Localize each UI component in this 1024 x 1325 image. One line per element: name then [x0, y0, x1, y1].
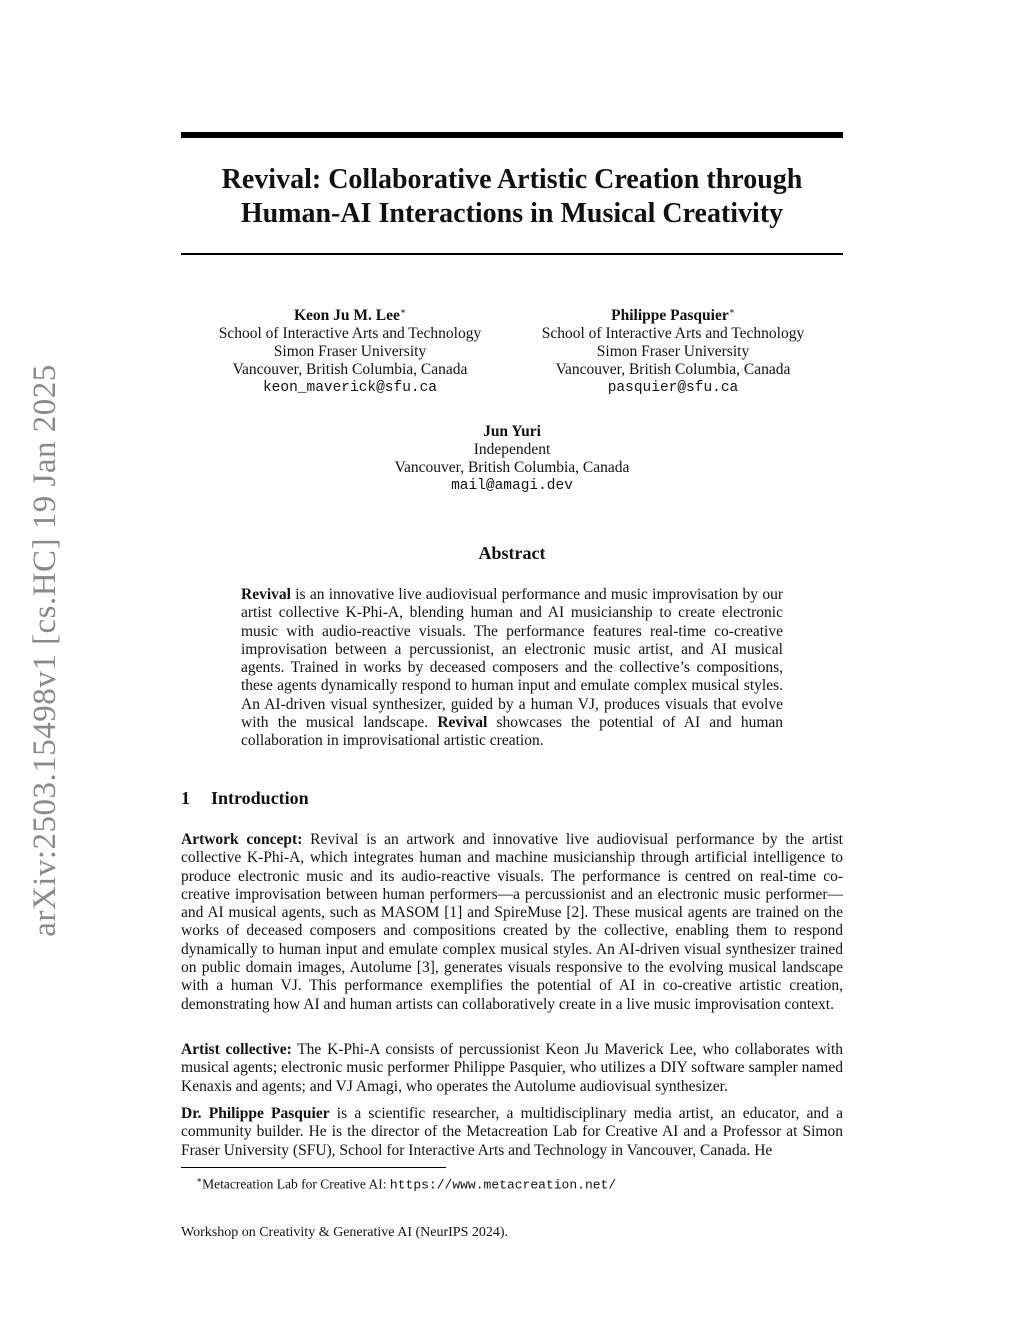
footnote-url[interactable]: https://www.metacreation.net/ [389, 1177, 617, 1193]
author-location: Vancouver, British Columbia, Canada [232, 361, 468, 379]
abstract-lead: Revival [241, 586, 291, 603]
footnote [196, 1175, 616, 1193]
author-block-1 [200, 302, 500, 397]
author-institution: Simon Fraser University [273, 343, 427, 361]
abstract-heading: Abstract [478, 543, 546, 563]
paragraph-artist-collective [181, 1041, 843, 1096]
footnote-mark: ∗ [196, 1175, 203, 1185]
author-email[interactable]: mail@amagi.dev [451, 478, 573, 494]
section-title: Introduction [211, 788, 309, 808]
author-name: Jun Yuri [483, 423, 541, 440]
author-name: Keon Ju M. Lee [293, 307, 400, 325]
title-top-rule [181, 132, 843, 138]
author-name: Philippe Pasquier [611, 307, 729, 325]
footnote-text: Metacreation Lab for Creative AI: [202, 1176, 390, 1192]
footnote-rule [181, 1167, 446, 1168]
paragraph-text: Revival is an artwork and innovative live audiovisual performance by the artist collective K-Phi-A, which integrates human and machine musicianship through artificial intelligence to produce electronic music and its audio-reactive visuals. The performance is centred on real-time co-creative improvisation between human performers—a percussionist and an electronic music performer—and AI musical agents, such as MASOM [1] and SpireMuse [2]. These musical agents are trained on the works of deceased composers and compositions created by the collective, enabling them to respond dynamically to human input and emulate complex musical styles. An AI-driven visual synthesizer trained on public domain images, Autolume [3], generates visuals responsive to the evolving musical landscape with a human VJ. This performance exemplifies the potential of AI in co-creative artistic creation, demonstrating how AI and human artists can collaboratively create in a live music improvisation context. [181, 831, 843, 1013]
arxiv-stamp [10, 360, 80, 940]
paragraph-text: is a scientific researcher, a multidisciplinary media artist, an educator, and a community builder. He is the director of the Metacreation Lab for Creative AI and a Professor at Simon Fraser University (SFU), School for Interactive Arts and Technology in Vancouver, Canada. He [181, 1105, 843, 1159]
paragraph-text: The K-Phi-A consists of percussionist Keon Ju Maverick Lee, who collaborates with musical agents; electronic music performer Philippe Pasquier, who utilizes a DIY software sampler named Kenaxis and agents; and VJ Amagi, who operates the Autolume audiovisual synthesizer. [181, 1041, 843, 1095]
author-affiliation: School of Interactive Arts and Technology [218, 325, 482, 343]
abstract-body [241, 586, 783, 751]
paragraph-lead: Artwork concept: [181, 831, 303, 848]
author-affiliation: Independent [473, 441, 551, 458]
author-email[interactable]: keon_maverick@sfu.ca [262, 380, 438, 397]
title-line-2: Human-AI Interactions in Musical Creativity [240, 198, 784, 229]
abstract-text-1: is an innovative live audiovisual performance and music improvisation by our artist collective K-Phi-A, blending human and AI musicianship to create electronic music with audio-reactive visuals. The performance features real-time co-creative improvisation between a percussionist, an electronic music artist, and AI musical agents. Trained in works by deceased composers and the collective’s compositions, these agents dynamically respond to human input and emulate complex musical styles. An AI-driven visual synthesizer, guided by a human VJ, produces visuals that evolve with the musical landscape. [241, 586, 783, 732]
title-bottom-rule [181, 253, 843, 255]
author-email[interactable]: pasquier@sfu.ca [607, 380, 739, 397]
author-location: Vancouver, British Columbia, Canada [555, 361, 791, 379]
paper-title [181, 163, 843, 231]
paragraph-pasquier-bio [181, 1105, 843, 1160]
author-location: Vancouver, British Columbia, Canada [394, 459, 630, 476]
title-line-1: Revival: Collaborative Artistic Creation through [221, 164, 803, 195]
author-footnote-mark: ∗ [399, 306, 407, 316]
paragraph-lead: Dr. Philippe Pasquier [181, 1105, 330, 1122]
author-affiliation: School of Interactive Arts and Technology [541, 325, 805, 343]
abstract-lead-2: Revival [437, 714, 488, 732]
paragraph-artwork-concept [181, 831, 843, 1014]
arxiv-stamp-text: arXiv:2503.15498v1 [cs.HC] 19 Jan 2025 [26, 363, 63, 937]
author-block-3 [362, 423, 662, 495]
author-block-2 [522, 302, 824, 397]
section-number: 1 [181, 788, 190, 808]
author-institution: Simon Fraser University [596, 343, 750, 361]
section-heading [181, 788, 309, 809]
author-footnote-mark: ∗ [728, 306, 735, 316]
paragraph-lead: Artist collective: [181, 1041, 292, 1058]
venue-note: Workshop on Creativity & Generative AI (NeurIPS 2024). [181, 1225, 509, 1240]
abstract-text-2: showcases the potential of AI and human collaboration in improvisational artistic creation. [241, 714, 784, 750]
